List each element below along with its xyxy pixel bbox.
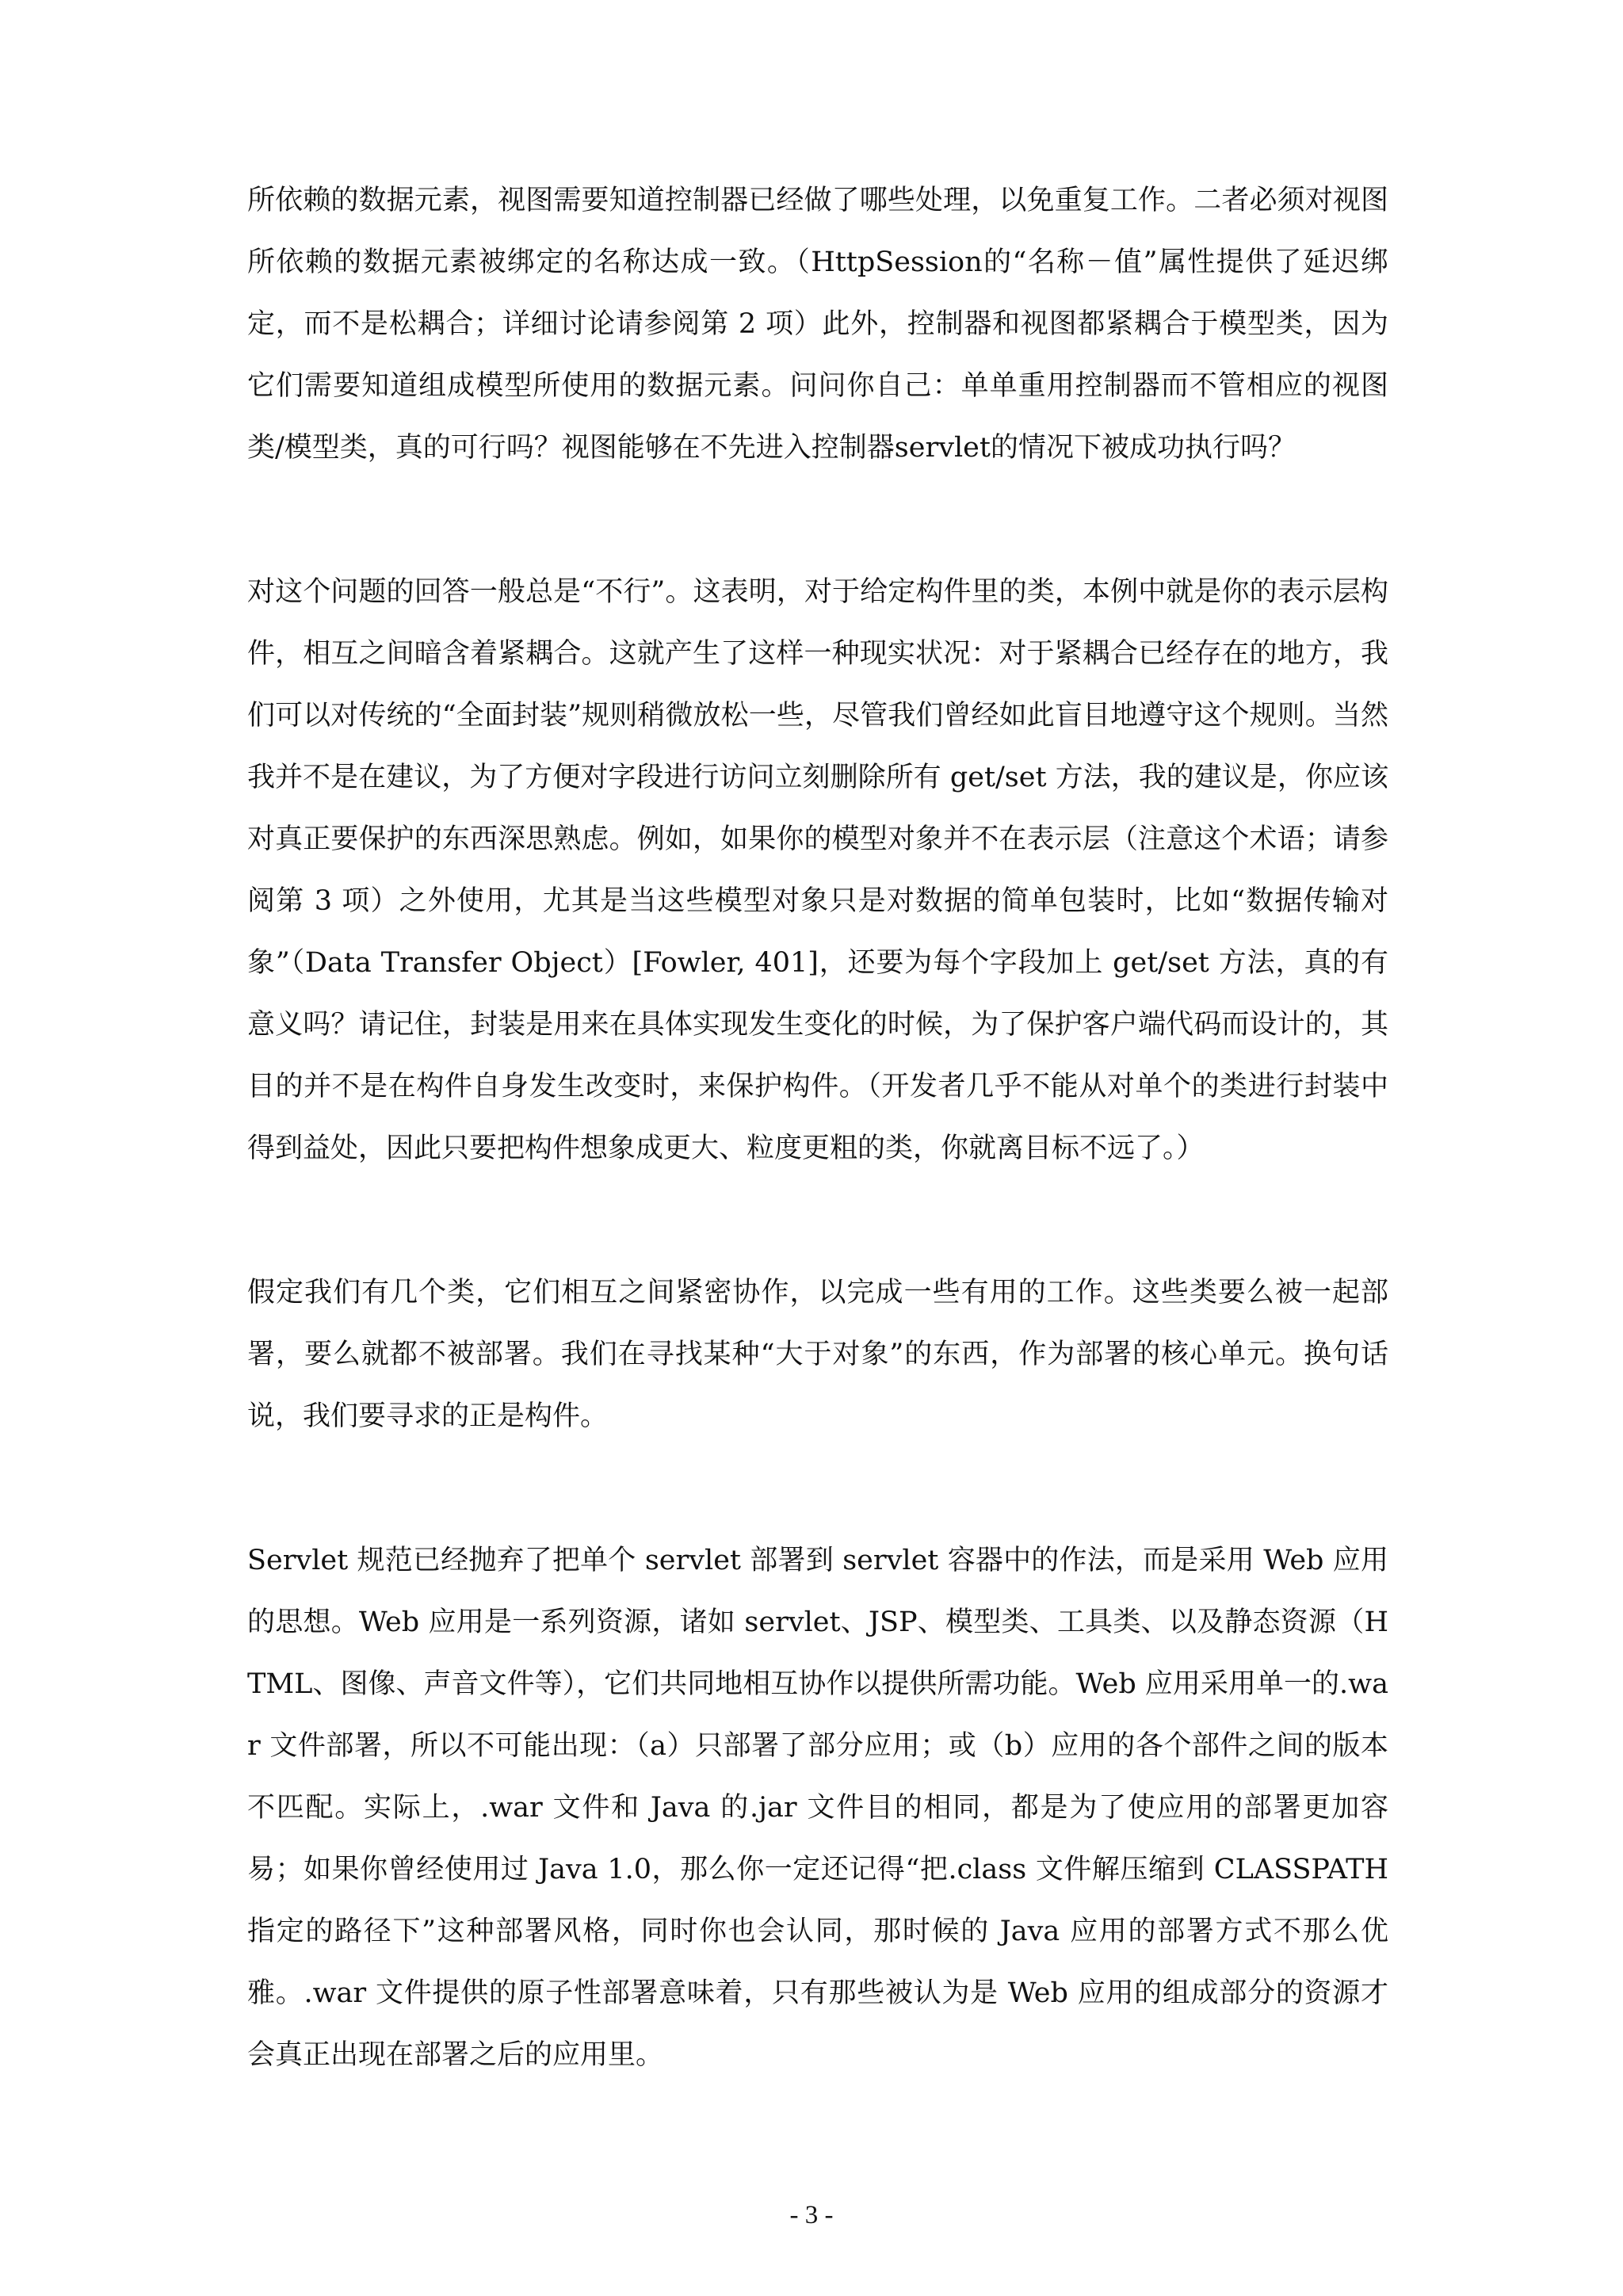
- paragraph-2: 对这个问题的回答一般总是“不行”。这表明，对于给定构件里的类，本例中就是你的表示层构件，相互之间暗含着紧耦合。这就产生了这样一种现实状况：对于紧耦合已经存在的地方，我们可以对传统的“全面封装”规则稍微放松一些，尽管我们曾经如此盲目地遵守这个规则。当然我并不是在建议，为了方便对字段进行访问立刻删除所有 get/set 方法，我的建议是，你应该对真正要保护的东西深思熟虑。例如，如果你的模型对象并不在表示层（注意这个术语；请参阅第 3 项）之外使用，尤其是当这些模型对象只是对数据的简单包装时，比如“数据传输对象”（Data Transfer Object）[Fowler, 401]，还要为每个字段加上 get/set 方法，真的有意义吗？请记住，封装是用来在具体实现发生变化的时候，为了保护客户端代码而设计的，其目的并不是在构件自身发生改变时，来保护构件。（开发者几乎不能从对单个的类进行封装中得到益处，因此只要把构件想象成更大、粒度更粗的类，你就离目标不远了。）: [247, 576, 1388, 1164]
- paragraph-gap: [247, 1179, 1388, 1262]
- paragraph-4: Servlet 规范已经抛弃了把单个 servlet 部署到 servlet 容器中的作法，而是采用 Web 应用的思想。Web 应用是一系列资源，诸如 servlet、JSP、模型类、工具类、以及静态资源（HTML、图像、声音文件等），它们共同地相互协作以提供所需功能。Web 应用采用单一的.war 文件部署，所以不可能出现：（a）只部署了部分应用；或（b）应用的各个部件之间的版本不匹配。实际上，.war 文件和 Java 的.jar 文件目的相同，都是为了使应用的部署更加容易；如果你曾经使用过 Java 1.0，那么你一定还记得“把.class 文件解压缩到 CLASSPATH 指定的路径下”这种部署风格，同时你也会认同，那时候的 Java 应用的部署方式不那么优雅。.war 文件提供的原子性部署意味着，只有那些被认为是 Web 应用的组成部分的资源才会真正出现在部署之后的应用里。: [247, 1545, 1388, 2071]
- body-text: [247, 170, 1388, 2086]
- page-number: - 3 -: [789, 2201, 834, 2229]
- paragraph-gap: [247, 1447, 1388, 1530]
- paragraph-1: 所依赖的数据元素，视图需要知道控制器已经做了哪些处理，以免重复工作。二者必须对视图所依赖的数据元素被绑定的名称达成一致。（HttpSession的“名称－值”属性提供了延迟绑定，而不是松耦合；详细讨论请参阅第 2 项）此外，控制器和视图都紧耦合于模型类，因为它们需要知道组成模型所使用的数据元素。问问你自己：单单重用控制器而不管相应的视图类/模型类，真的可行吗？视图能够在不先进入控制器servlet的情况下被成功执行吗？: [247, 185, 1388, 464]
- paragraph-3: 假定我们有几个类，它们相互之间紧密协作，以完成一些有用的工作。这些类要么被一起部署，要么就都不被部署。我们在寻找某种“大于对象”的东西，作为部署的核心单元。换句话说，我们要寻求的正是构件。: [247, 1277, 1388, 1432]
- paragraph-gap: [247, 479, 1388, 561]
